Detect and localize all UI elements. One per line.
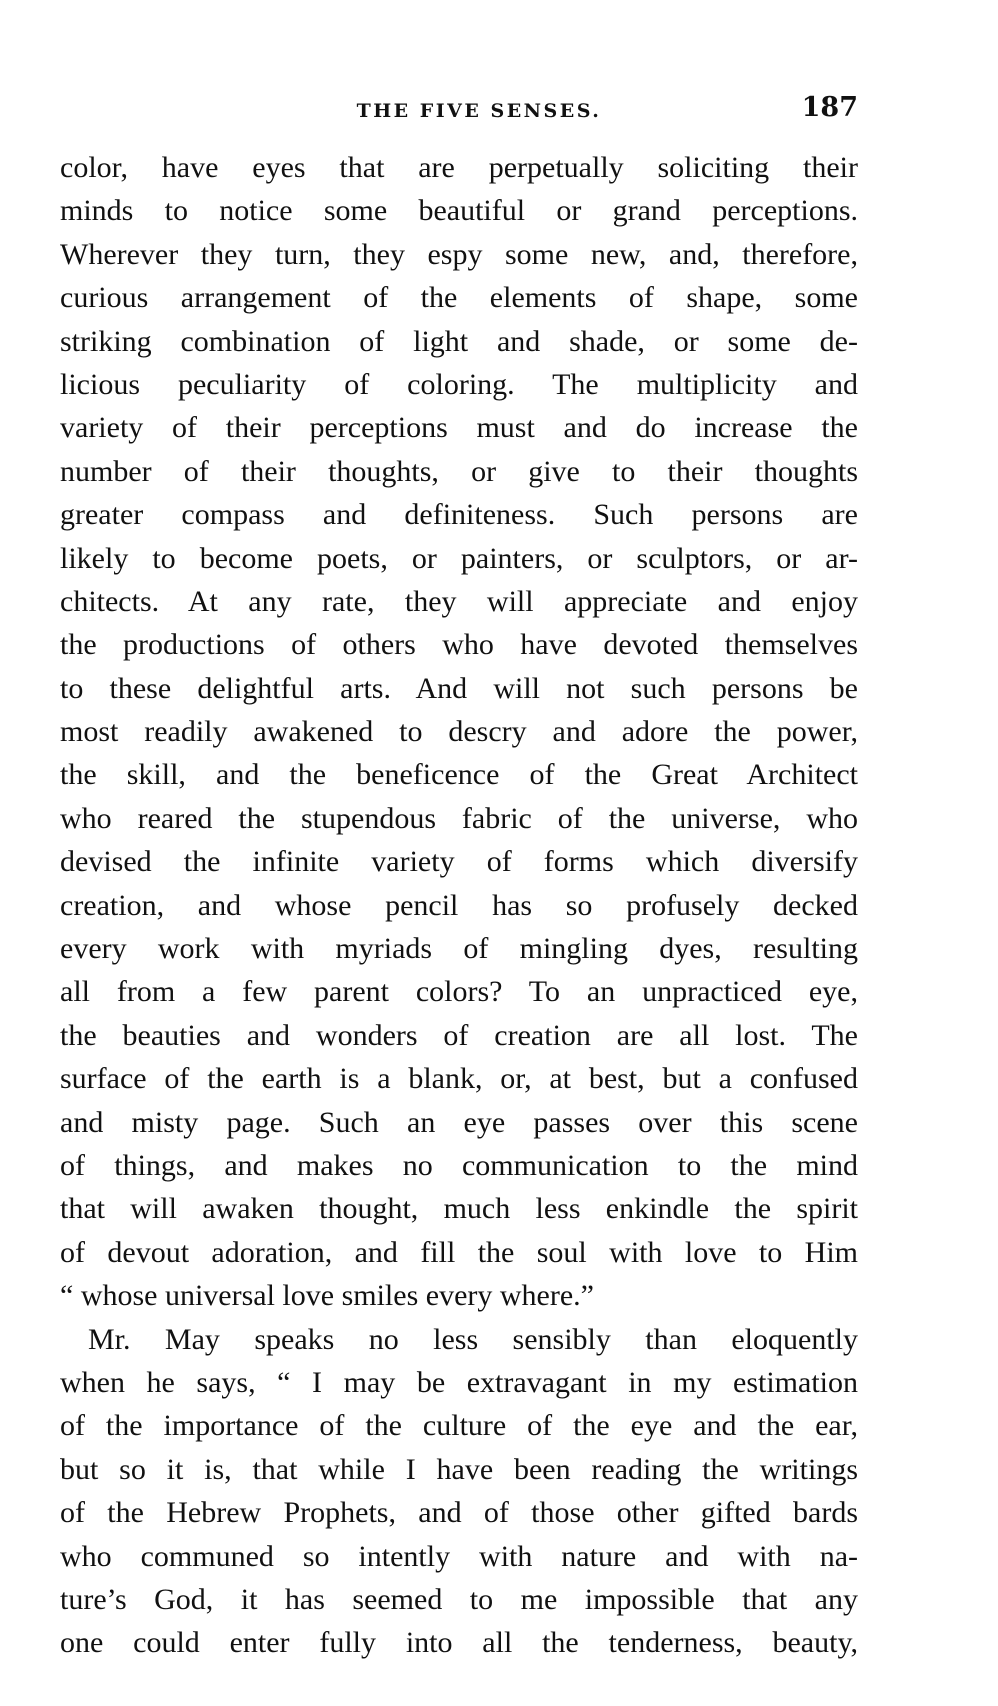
running-title: THE FIVE SENSES.	[356, 100, 602, 122]
text-line: of devout adoration, and fill the soul with love to Him	[60, 1235, 858, 1269]
text-line: Wherever they turn, they espy some new, and, therefore,	[60, 237, 858, 271]
paragraph-start-line: Mr. May speaks no less sensibly than eloquently	[88, 1322, 858, 1356]
text-line: ture’s God, it has seemed to me impossible that any	[60, 1582, 858, 1616]
text-line: to these delightful arts. And will not such persons be	[60, 671, 858, 705]
text-line: color, have eyes that are perpetually soliciting their	[60, 151, 858, 184]
text-line: minds to notice some beautiful or grand perceptions.	[60, 194, 858, 228]
text-line: the productions of others who have devoted themselves	[60, 628, 858, 662]
text-line: striking combination of light and shade, or some de-	[60, 324, 858, 358]
text-line: chitects. At any rate, they will appreciate and enjoy	[60, 584, 858, 618]
text-line: one could enter fully into all the tenderness, beauty,	[60, 1626, 858, 1660]
text-line: all from a few parent colors? To an unpracticed eye,	[60, 975, 858, 1009]
text-line: the beauties and wonders of creation are all lost. The	[60, 1018, 858, 1052]
text-line: every work with myriads of mingling dyes, resulting	[60, 932, 858, 966]
text-line: of things, and makes no communication to the mind	[60, 1148, 858, 1182]
text-line: when he says, “ I may be extravagant in my estimation	[60, 1365, 858, 1399]
text-line: variety of their perceptions must and do increase the	[60, 411, 858, 445]
text-line: licious peculiarity of coloring. The multiplicity and	[60, 367, 858, 401]
text-line: creation, and whose pencil has so profusely decked	[60, 888, 858, 922]
text-line: devised the infinite variety of forms which diversify	[60, 845, 858, 879]
text-line: who communed so intently with nature and with na-	[60, 1539, 858, 1573]
body-text	[60, 146, 858, 1665]
text-line: of the Hebrew Prophets, and of those other gifted bards	[60, 1496, 858, 1530]
text-line: but so it is, that while I have been reading the writings	[60, 1452, 858, 1486]
text-line: number of their thoughts, or give to their thoughts	[60, 454, 858, 488]
text-line: most readily awakened to descry and adore the power,	[60, 715, 858, 749]
text-line: likely to become poets, or painters, or sculptors, or ar-	[60, 541, 858, 575]
text-line: greater compass and definiteness. Such persons are	[60, 498, 858, 532]
text-line: who reared the stupendous fabric of the universe, who	[60, 801, 858, 835]
text-line: surface of the earth is a blank, or, at best, but a confused	[60, 1062, 858, 1096]
text-line: that will awaken thought, much less enkindle the spirit	[60, 1192, 858, 1226]
text-line: “ whose universal love smiles every where.”	[60, 1279, 594, 1313]
page-number: 187	[801, 92, 858, 123]
text-line: and misty page. Such an eye passes over this scene	[60, 1105, 858, 1139]
running-head	[60, 92, 858, 132]
text-line: of the importance of the culture of the eye and the ear,	[60, 1409, 858, 1443]
text-line: the skill, and the beneficence of the Great Architect	[60, 758, 858, 792]
text-line: curious arrangement of the elements of shape, some	[60, 281, 858, 315]
